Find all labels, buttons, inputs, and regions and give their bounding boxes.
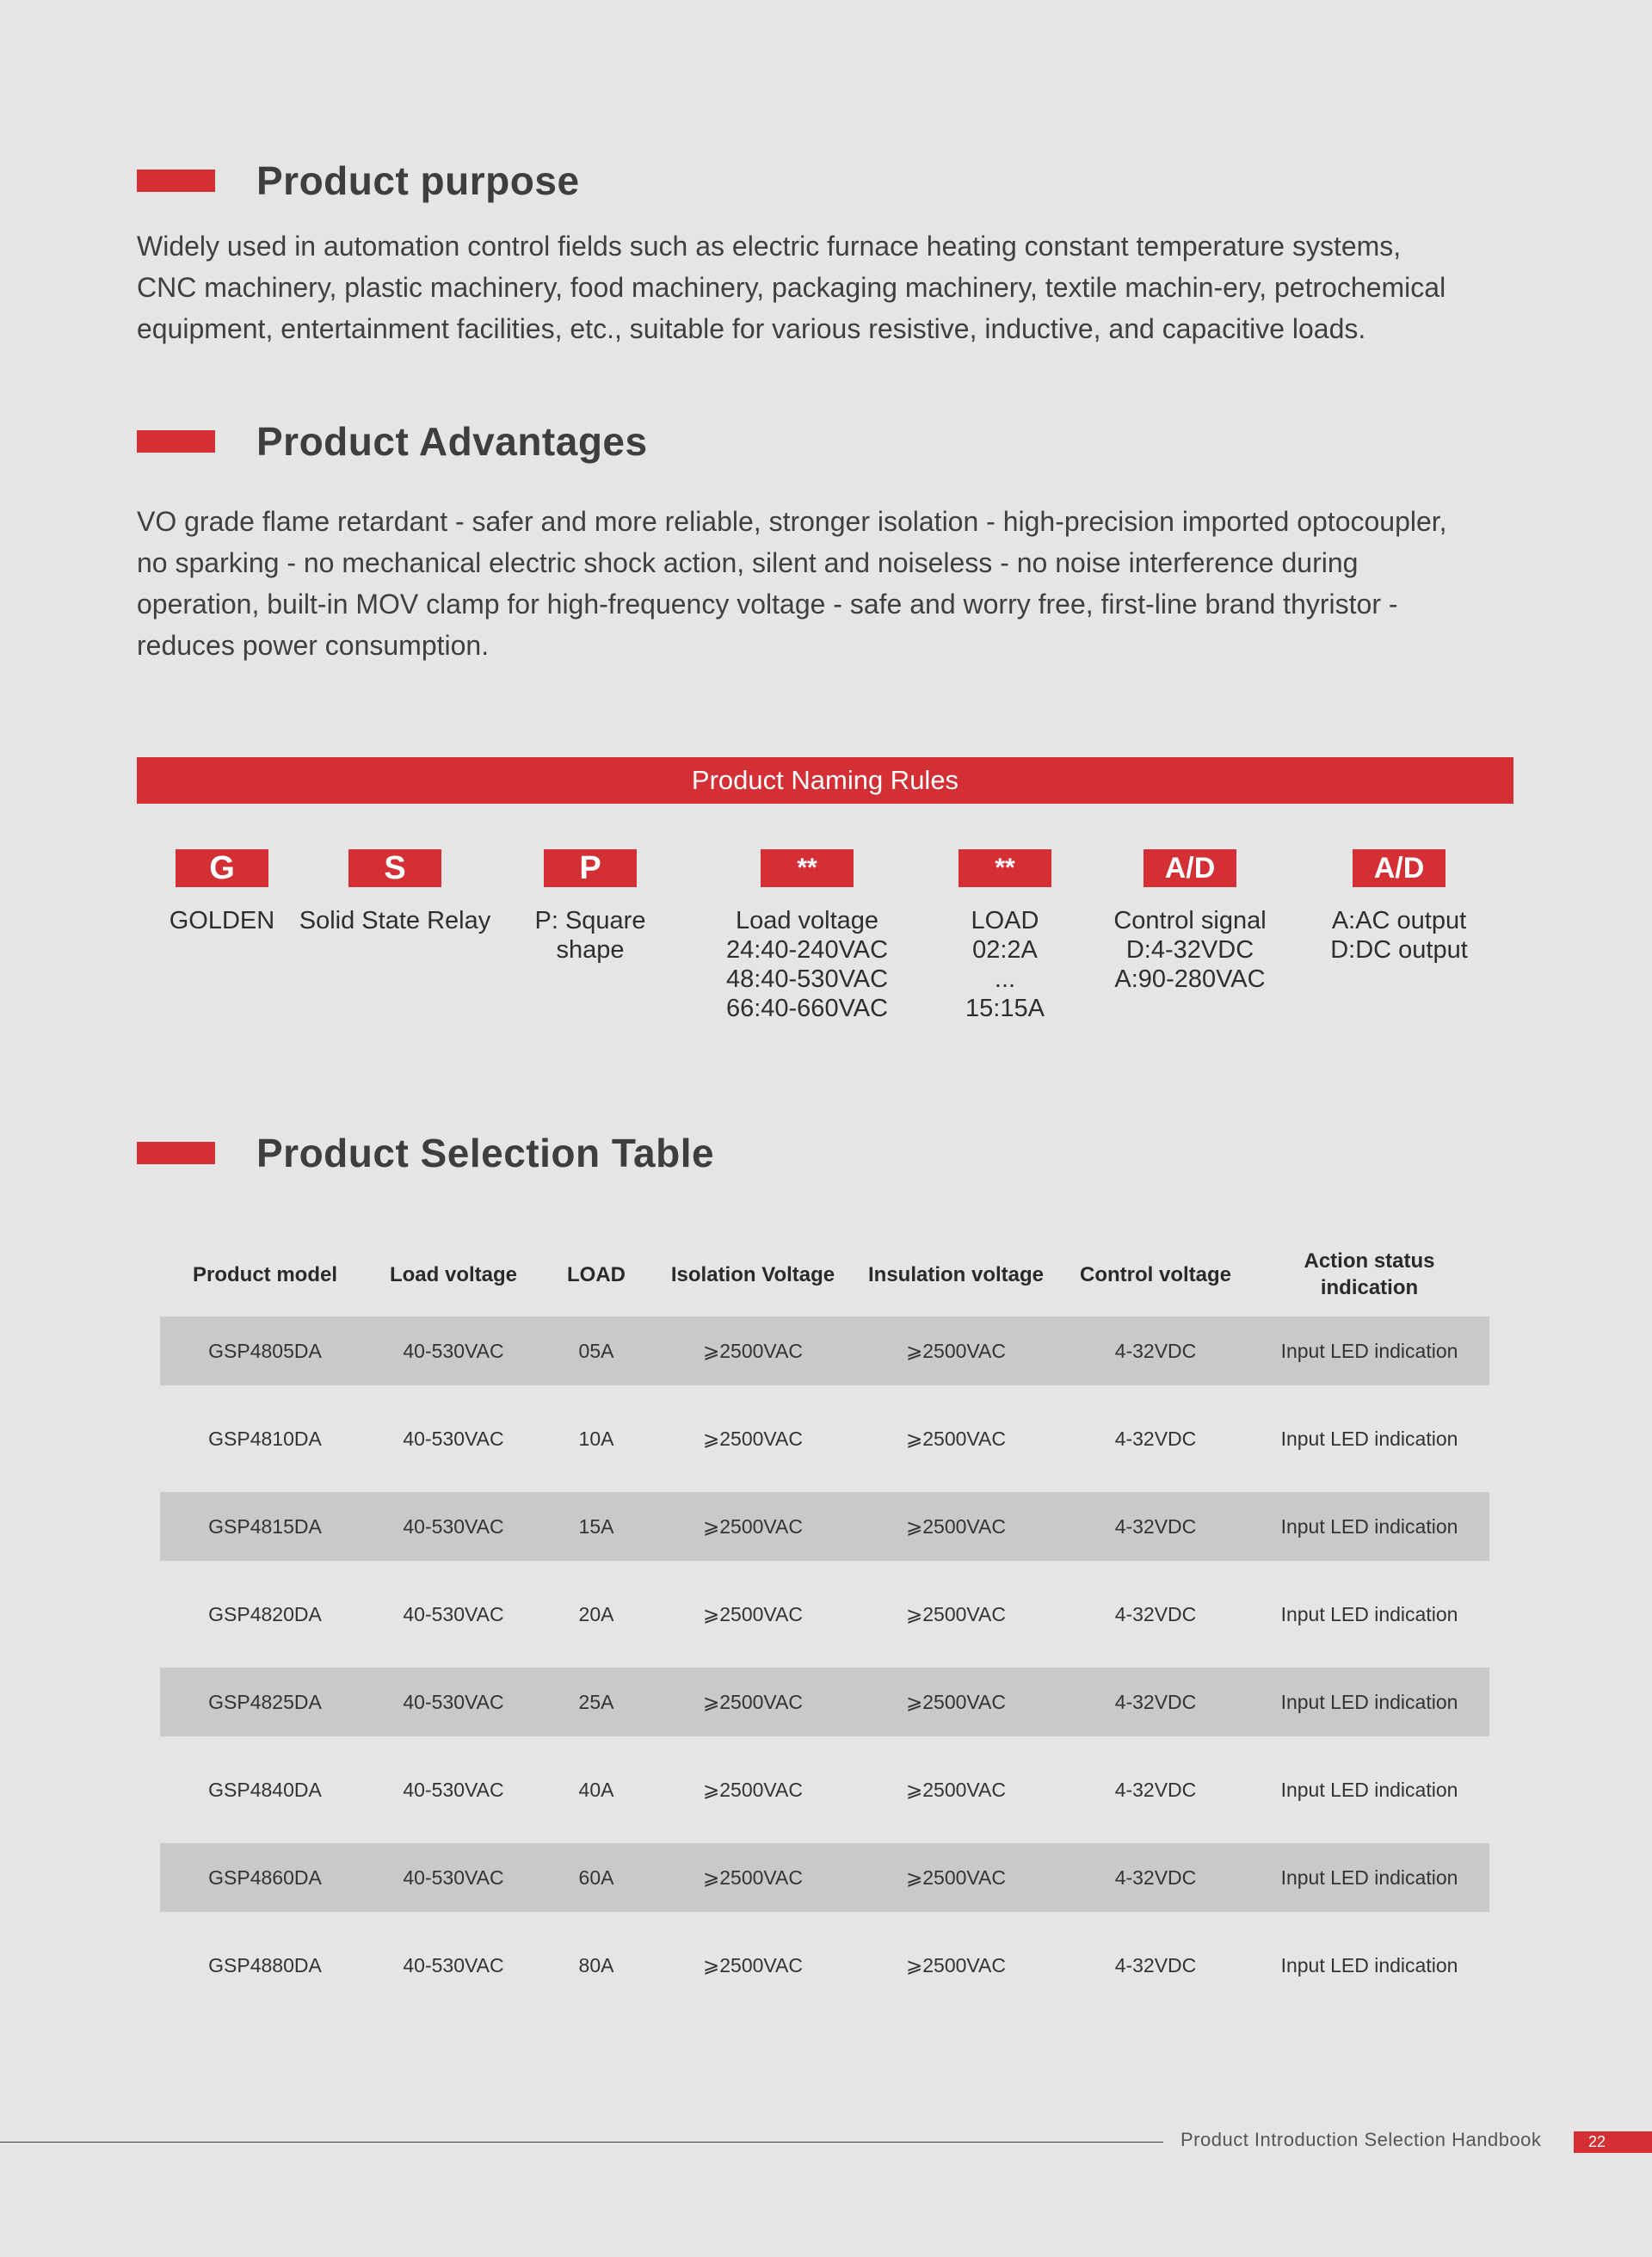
naming-code: P: [544, 849, 637, 887]
naming-code: **: [761, 849, 854, 887]
cell-insulation: ⩾2500VAC: [905, 1427, 1007, 1450]
cell-status: Input LED indication: [1249, 1492, 1489, 1561]
advantages-heading: Product Advantages: [256, 419, 648, 464]
naming-code: **: [959, 849, 1051, 887]
cell-control: 4-32VDC: [1062, 1492, 1249, 1561]
cell-status: Input LED indication: [1249, 1668, 1489, 1736]
cell-status: Input LED indication: [1280, 1953, 1458, 1976]
table-row: [160, 1843, 1489, 1912]
table-header-row: [160, 1232, 1489, 1317]
cell-load-voltage: 40-530VAC: [403, 1953, 504, 1976]
cell-model: GSP4810DA: [208, 1427, 322, 1450]
header-action-status: Action status indication: [1304, 1249, 1435, 1299]
cell-load: 15A: [537, 1492, 656, 1561]
row-spacer: [160, 1561, 1489, 1580]
cell-load-voltage: 40-530VAC: [403, 1602, 504, 1625]
cell-load: 40A: [578, 1778, 614, 1801]
cell-isolation: ⩾2500VAC: [702, 1953, 804, 1976]
page-number: 22: [1574, 2131, 1652, 2153]
cell-status: Input LED indication: [1280, 1778, 1458, 1801]
row-spacer: [160, 1385, 1489, 1404]
cell-control: 4-32VDC: [1062, 1843, 1249, 1912]
section-heading-advantages: [137, 418, 648, 465]
header-load: LOAD: [567, 1262, 626, 1286]
advantages-paragraph: VO grade flame retardant - safer and more reliable, stronger isolation - high-precision imported optocoupler, no sparking - no mechanical electric shock action, silent and noiseless - no noise interference during operation, built-in MOV clamp for high-frequency voltage - safe and worry free, first-line brand thyristor - reduces power consumption.: [137, 506, 1447, 661]
cell-control: 4-32VDC: [1114, 1602, 1197, 1625]
header-product-model: Product model: [192, 1262, 337, 1286]
row-spacer: [160, 1824, 1489, 1843]
cell-load-voltage: 40-530VAC: [403, 1427, 504, 1450]
cell-isolation: ⩾2500VAC: [656, 1317, 850, 1385]
table-row: [160, 1317, 1489, 1385]
cell-status: Input LED indication: [1280, 1427, 1458, 1450]
footer-title: Product Introduction Selection Handbook: [1180, 2129, 1542, 2150]
selection-heading: Product Selection Table: [256, 1131, 715, 1175]
header-isolation-voltage: Isolation Voltage: [670, 1262, 835, 1286]
naming-rules-banner: Product Naming Rules: [137, 757, 1513, 804]
cell-isolation: ⩾2500VAC: [656, 1492, 850, 1561]
naming-label: P: Square shape: [534, 907, 646, 964]
cell-load: 25A: [537, 1668, 656, 1736]
cell-load: 10A: [578, 1427, 614, 1450]
cell-load: 80A: [578, 1953, 614, 1976]
heading-accent-bar: [137, 430, 215, 453]
naming-label: Load voltage 24:40-240VAC 48:40-530VAC 66:40-660VAC: [725, 907, 889, 1022]
naming-code: A/D: [1353, 849, 1446, 887]
purpose-paragraph: Widely used in automation control fields such as electric furnace heating constant temperature systems, CNC machinery, plastic machinery, food machinery, packaging machinery, textile machin-ery, petrochemical equipment, entertainment facilities, etc., suitable for various resistive, inductive, and capacitive loads.: [137, 231, 1446, 344]
naming-code: A/D: [1143, 849, 1236, 887]
cell-load: 60A: [537, 1843, 656, 1912]
cell-model: GSP4880DA: [208, 1953, 322, 1976]
cell-insulation: ⩾2500VAC: [905, 1602, 1007, 1625]
cell-insulation: ⩾2500VAC: [905, 1953, 1007, 1976]
cell-status: Input LED indication: [1249, 1317, 1489, 1385]
cell-load: 20A: [578, 1602, 614, 1625]
heading-accent-bar: [137, 1142, 215, 1164]
table-row: [160, 1931, 1489, 2000]
table-row: [160, 1668, 1489, 1736]
cell-insulation: ⩾2500VAC: [905, 1778, 1007, 1801]
cell-insulation: ⩾2500VAC: [850, 1843, 1062, 1912]
cell-isolation: ⩾2500VAC: [702, 1778, 804, 1801]
cell-load: 05A: [537, 1317, 656, 1385]
cell-insulation: ⩾2500VAC: [850, 1317, 1062, 1385]
cell-model: GSP4840DA: [208, 1778, 322, 1801]
naming-label: GOLDEN: [169, 907, 275, 934]
cell-control: 4-32VDC: [1114, 1778, 1197, 1801]
table-row: [160, 1580, 1489, 1649]
naming-label: Solid State Relay: [299, 907, 491, 934]
footer-divider: [0, 2142, 1163, 2143]
cell-isolation: ⩾2500VAC: [702, 1602, 804, 1625]
cell-control: 4-32VDC: [1062, 1317, 1249, 1385]
naming-code: G: [176, 849, 268, 887]
row-spacer: [160, 1649, 1489, 1668]
naming-label: LOAD 02:2A ... 15:15A: [965, 907, 1045, 1022]
header-load-voltage: Load voltage: [389, 1262, 518, 1286]
cell-load-voltage: 40-530VAC: [370, 1843, 537, 1912]
cell-model: GSP4825DA: [160, 1668, 370, 1736]
selection-table: [160, 1232, 1489, 2000]
row-spacer: [160, 1473, 1489, 1492]
naming-label: A:AC output D:DC output: [1330, 907, 1468, 964]
cell-status: Input LED indication: [1249, 1843, 1489, 1912]
cell-load-voltage: 40-530VAC: [370, 1492, 537, 1561]
purpose-heading: Product purpose: [256, 158, 580, 203]
cell-insulation: ⩾2500VAC: [850, 1492, 1062, 1561]
naming-item-output: [1270, 849, 1528, 965]
cell-control: 4-32VDC: [1114, 1427, 1197, 1450]
cell-isolation: ⩾2500VAC: [702, 1427, 804, 1450]
cell-load-voltage: 40-530VAC: [403, 1778, 504, 1801]
cell-control: 4-32VDC: [1114, 1953, 1197, 1976]
cell-model: GSP4860DA: [160, 1843, 370, 1912]
cell-load-voltage: 40-530VAC: [370, 1668, 537, 1736]
table-row: [160, 1492, 1489, 1561]
cell-insulation: ⩾2500VAC: [850, 1668, 1062, 1736]
header-control-voltage: Control voltage: [1079, 1262, 1231, 1286]
naming-label: Control signal D:4-32VDC A:90-280VAC: [1113, 907, 1267, 993]
cell-model: GSP4805DA: [160, 1317, 370, 1385]
table-row: [160, 1755, 1489, 1824]
heading-accent-bar: [137, 170, 215, 192]
cell-model: GSP4815DA: [160, 1492, 370, 1561]
row-spacer: [160, 1736, 1489, 1755]
cell-model: GSP4820DA: [208, 1602, 322, 1625]
section-heading-selection: [137, 1130, 714, 1176]
header-insulation-voltage: Insulation voltage: [867, 1262, 1045, 1286]
cell-isolation: ⩾2500VAC: [656, 1843, 850, 1912]
naming-code: S: [348, 849, 441, 887]
table-row: [160, 1404, 1489, 1473]
cell-isolation: ⩾2500VAC: [656, 1668, 850, 1736]
cell-control: 4-32VDC: [1062, 1668, 1249, 1736]
cell-status: Input LED indication: [1280, 1602, 1458, 1625]
row-spacer: [160, 1912, 1489, 1931]
cell-load-voltage: 40-530VAC: [370, 1317, 537, 1385]
section-heading-purpose: [137, 157, 580, 204]
